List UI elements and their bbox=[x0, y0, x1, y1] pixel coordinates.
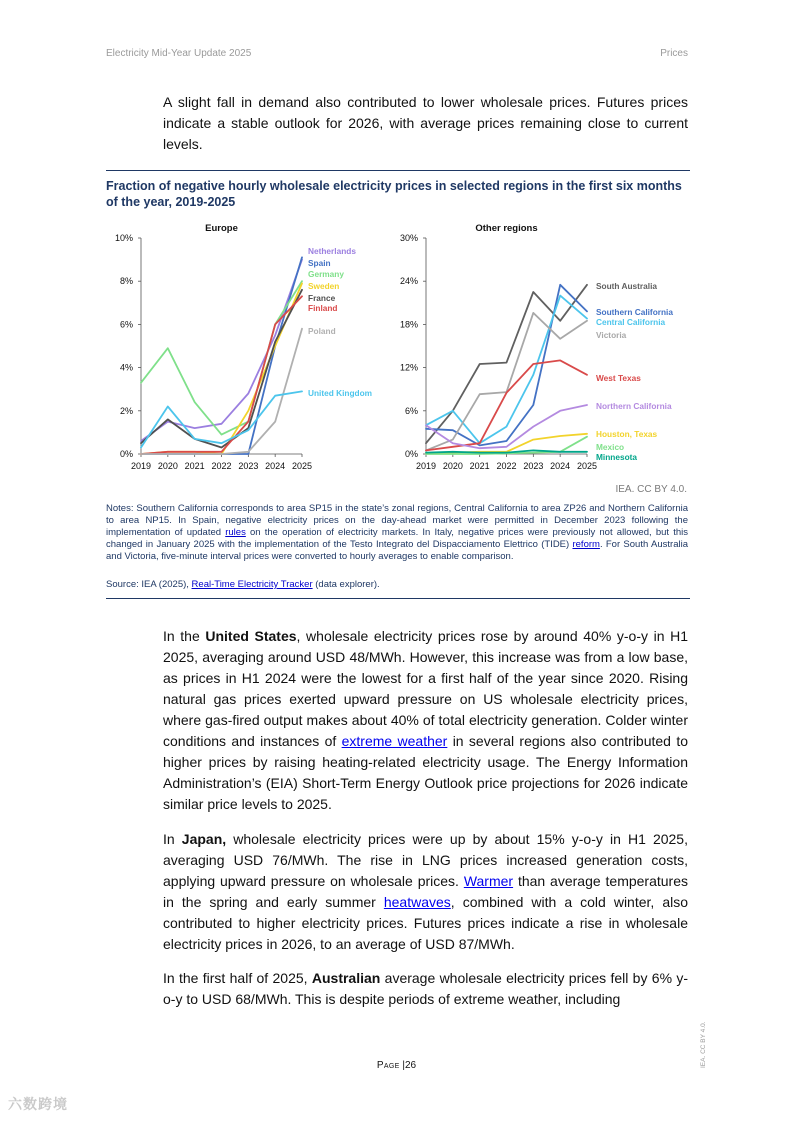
other-regions-chart bbox=[390, 216, 690, 476]
x-tick-label: 2022 bbox=[211, 461, 232, 471]
series-line-united-kingdom bbox=[141, 391, 302, 447]
running-header bbox=[106, 48, 688, 62]
y-tick-label: 0% bbox=[119, 449, 133, 459]
page-number: 26 bbox=[404, 1060, 417, 1071]
series-label-victoria: Victoria bbox=[596, 330, 627, 340]
notes-text: on the operation of electricity markets. In Italy, negative prices were previously not allowed, but this changed in January 2025 with the implementation of the Testo Integrato del Dispacciamento Elettrico (TIDE) bbox=[106, 527, 688, 550]
europe-chart bbox=[100, 216, 390, 476]
text: , wholesale electricity prices rose by around 40% y-o-y in H1 2025, averaging around USD 48/MWh. However, this increase was from a low base, as prices in H1 2024 were the lowest for a first half of the year since 2020. Rising natural gas prices exerted upward pressure on US wholesale electricity prices, where gas-fired output makes about 40% of total electricity generation. Colder winter conditions and instances of bbox=[163, 628, 688, 749]
figure-source bbox=[106, 579, 688, 591]
reform-link[interactable]: reform bbox=[572, 539, 600, 550]
series-label-northern-california: Northern California bbox=[596, 401, 672, 411]
us-paragraph bbox=[163, 626, 688, 815]
series-label-netherlands: Netherlands bbox=[308, 246, 356, 256]
bold-text: Japan, bbox=[181, 831, 227, 847]
y-tick-label: 24% bbox=[399, 276, 418, 287]
text: In the first half of 2025, bbox=[163, 970, 312, 986]
series-line-west-texas bbox=[426, 360, 587, 450]
y-tick-label: 18% bbox=[399, 319, 418, 330]
extreme-weather-link[interactable]: extreme weather bbox=[341, 733, 448, 749]
series-label-france: France bbox=[308, 293, 336, 303]
y-tick-label: 12% bbox=[399, 362, 418, 373]
series-line-south-australia bbox=[426, 285, 587, 443]
series-label-central-california: Central California bbox=[596, 317, 666, 327]
text: wholesale electricity prices were up by about 15% y-o-y in H1 2025, averaging USD 76/MWh. The rise in LNG prices increased generation costs, applying upward pressure on wholesale prices. bbox=[163, 831, 688, 889]
series-label-south-australia: South Australia bbox=[596, 281, 658, 291]
page-separator: | bbox=[402, 1060, 405, 1071]
x-tick-label: 2023 bbox=[523, 461, 544, 471]
x-tick-label: 2019 bbox=[415, 461, 437, 471]
watermark: 六数跨境 bbox=[8, 1096, 68, 1112]
series-label-sweden: Sweden bbox=[308, 281, 340, 291]
series-label-southern-california: Southern California bbox=[596, 307, 673, 317]
bold-text: United States bbox=[205, 628, 297, 644]
series-label-finland: Finland bbox=[308, 303, 338, 313]
heatwaves-link[interactable]: heatwaves bbox=[383, 894, 451, 910]
rules-link[interactable]: rules bbox=[225, 527, 246, 538]
australia-paragraph bbox=[163, 968, 688, 1010]
page-label: Page bbox=[376, 1060, 400, 1071]
y-tick-label: 6% bbox=[404, 405, 418, 416]
intro-paragraph: A slight fall in demand also contributed to lower wholesale prices. Futures prices indicate a stable outlook for 2026, with average prices remaining close to current levels. bbox=[163, 94, 688, 152]
figure-credit: IEA. CC BY 4.0. bbox=[615, 484, 687, 495]
chart-title: Europe bbox=[205, 223, 238, 234]
x-tick-label: 2022 bbox=[496, 461, 517, 471]
y-tick-label: 4% bbox=[119, 362, 133, 373]
series-line-southern-california bbox=[426, 285, 587, 446]
series-label-spain: Spain bbox=[308, 258, 331, 268]
y-tick-label: 6% bbox=[119, 319, 133, 330]
y-tick-label: 2% bbox=[119, 405, 133, 416]
y-tick-label: 0% bbox=[404, 449, 418, 459]
series-label-minnesota: Minnesota bbox=[596, 452, 638, 462]
text: average wholesale electricity prices fell by 6% y-o-y to USD 68/MWh. This is despite periods of extreme weather, including bbox=[163, 970, 688, 1007]
report-title: Electricity Mid-Year Update 2025 bbox=[106, 48, 252, 59]
text: in several regions also contributed to higher prices by raising heating-related electricity usage. The Energy Information Administration’s (EIA) Short-Term Energy Outlook price projections for 2026 indicate similar price levels to 2025. bbox=[163, 733, 688, 812]
x-tick-label: 2024 bbox=[550, 461, 571, 471]
series-label-poland: Poland bbox=[308, 326, 336, 336]
text: In the bbox=[163, 628, 206, 644]
page-footer bbox=[0, 1060, 793, 1071]
x-tick-label: 2025 bbox=[576, 461, 598, 471]
figure-top-rule bbox=[106, 170, 690, 171]
japan-paragraph bbox=[163, 829, 688, 955]
x-tick-label: 2020 bbox=[442, 461, 463, 471]
tracker-link[interactable]: Real-Time Electricity Tracker bbox=[191, 579, 313, 590]
text: , combined with a cold winter, also contributed to higher electricity prices. Futures prices indicate a rise in wholesale electricity prices in 2026, to an average of USD 87/MWh. bbox=[163, 894, 688, 952]
source-text: Source: IEA (2025), bbox=[106, 579, 192, 590]
x-tick-label: 2025 bbox=[291, 461, 313, 471]
x-tick-label: 2021 bbox=[184, 461, 205, 471]
section-title: Prices bbox=[660, 48, 688, 59]
series-line-sweden bbox=[141, 283, 302, 454]
y-tick-label: 10% bbox=[114, 233, 133, 243]
series-label-west-texas: West Texas bbox=[596, 373, 641, 383]
x-tick-label: 2024 bbox=[265, 461, 286, 471]
y-tick-label: 8% bbox=[119, 276, 133, 287]
x-tick-label: 2021 bbox=[469, 461, 490, 471]
source-text: (data explorer). bbox=[312, 579, 380, 590]
series-label-germany: Germany bbox=[308, 269, 344, 279]
y-tick-label: 30% bbox=[399, 233, 418, 243]
series-label-houston-texas: Houston, Texas bbox=[596, 429, 658, 439]
notes-text: . For South Australia and Victoria, five-minute interval prices were converted to hourly averages to enable comparison. bbox=[106, 539, 688, 562]
chart-title: Other regions bbox=[475, 223, 538, 234]
bold-text: Australian bbox=[311, 970, 381, 986]
text: than average temperatures in the spring and early summer bbox=[163, 873, 688, 910]
x-tick-label: 2020 bbox=[157, 461, 178, 471]
series-label-united-kingdom: United Kingdom bbox=[308, 388, 373, 398]
notes-text: Notes: Southern California corresponds to area SP15 in the state’s zonal regions, Central California to area ZP26 and Northern California to area NP15. In Spain, negative electricity prices on the day-ahead market were permitted in December 2023 following the implementation of updated bbox=[106, 503, 688, 538]
side-credit: IEA. CC BY 4.0. bbox=[700, 1021, 707, 1068]
series-label-mexico: Mexico bbox=[596, 442, 625, 452]
figure-bottom-rule bbox=[106, 598, 690, 599]
x-tick-label: 2023 bbox=[238, 461, 259, 471]
figure-title: Fraction of negative hourly wholesale electricity prices in selected regions in the first six months of the year, 2019-2025 bbox=[106, 179, 682, 209]
figure-notes bbox=[106, 503, 688, 563]
warmer-link[interactable]: Warmer bbox=[463, 873, 514, 889]
text: In bbox=[163, 831, 182, 847]
x-tick-label: 2019 bbox=[130, 461, 152, 471]
